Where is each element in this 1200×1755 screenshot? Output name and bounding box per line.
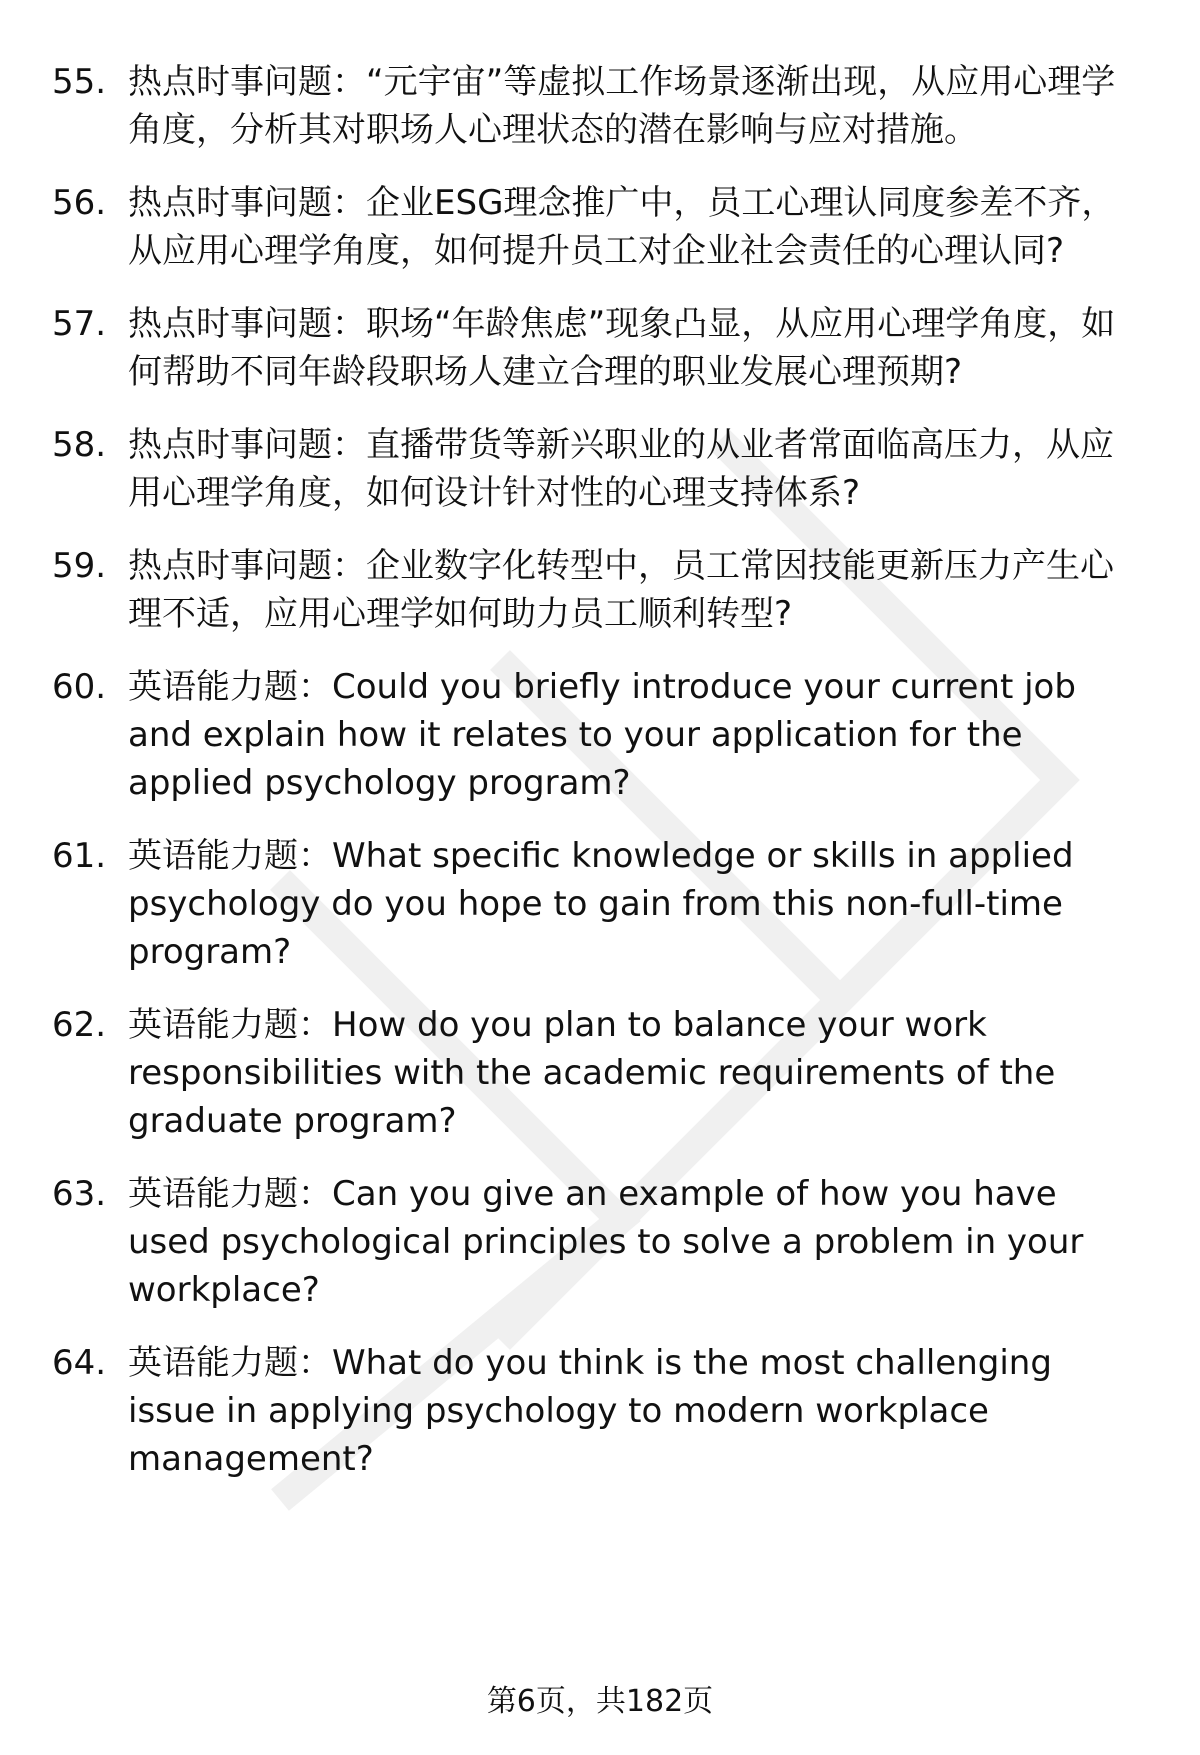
question-item bbox=[52, 421, 1142, 517]
question-text: 热点时事问题：“元宇宙”等虚拟工作场景逐渐出现，从应用心理学角度，分析其对职场人心理状态的潜在影响与应对措施。 bbox=[128, 62, 1116, 150]
question-text: 热点时事问题：直播带货等新兴职业的从业者常面临高压力，从应用心理学角度，如何设计针对性的心理支持体系? bbox=[128, 425, 1114, 513]
question-list bbox=[52, 58, 1142, 1508]
question-number: 55. bbox=[52, 62, 107, 102]
question-number: 58. bbox=[52, 425, 107, 465]
question-number: 61. bbox=[52, 836, 107, 876]
question-text: 英语能力题：Can you give an example of how you have used psychological principles to solve a problem in your workplace? bbox=[128, 1174, 1084, 1310]
question-text: 英语能力题：Could you briefly introduce your current job and explain how it relates to your application for the applied psychology program? bbox=[128, 667, 1076, 803]
question-number: 62. bbox=[52, 1005, 107, 1045]
question-text: 英语能力题：How do you plan to balance your work responsibilities with the academic requirements of the graduate program? bbox=[128, 1005, 1056, 1141]
question-item bbox=[52, 542, 1142, 638]
question-text: 英语能力题：What specific knowledge or skills in applied psychology do you hope to gain from this non-full-time program? bbox=[128, 836, 1074, 972]
question-item bbox=[52, 832, 1142, 976]
question-number: 56. bbox=[52, 183, 107, 223]
question-number: 64. bbox=[52, 1343, 107, 1383]
question-text: 热点时事问题：企业ESG理念推广中，员工心理认同度参差不齐，从应用心理学角度，如何提升员工对企业社会责任的心理认同? bbox=[128, 183, 1116, 271]
question-number: 57. bbox=[52, 304, 107, 344]
question-text: 热点时事问题：企业数字化转型中，员工常因技能更新压力产生心理不适，应用心理学如何助力员工顺利转型? bbox=[128, 546, 1114, 634]
question-text: 英语能力题：What do you think is the most challenging issue in applying psychology to modern workplace management? bbox=[128, 1343, 1052, 1479]
question-item bbox=[52, 663, 1142, 807]
question-item bbox=[52, 1339, 1142, 1483]
question-item bbox=[52, 1001, 1142, 1145]
question-text: 热点时事问题：职场“年龄焦虑”现象凸显，从应用心理学角度，如何帮助不同年龄段职场人建立合理的职业发展心理预期? bbox=[128, 304, 1116, 392]
question-item bbox=[52, 179, 1142, 275]
question-number: 60. bbox=[52, 667, 107, 707]
question-item bbox=[52, 1170, 1142, 1314]
question-number: 63. bbox=[52, 1174, 107, 1214]
page-number: 第6页，共182页 bbox=[486, 1684, 714, 1719]
question-item bbox=[52, 58, 1142, 154]
question-item bbox=[52, 300, 1142, 396]
question-number: 59. bbox=[52, 546, 107, 586]
